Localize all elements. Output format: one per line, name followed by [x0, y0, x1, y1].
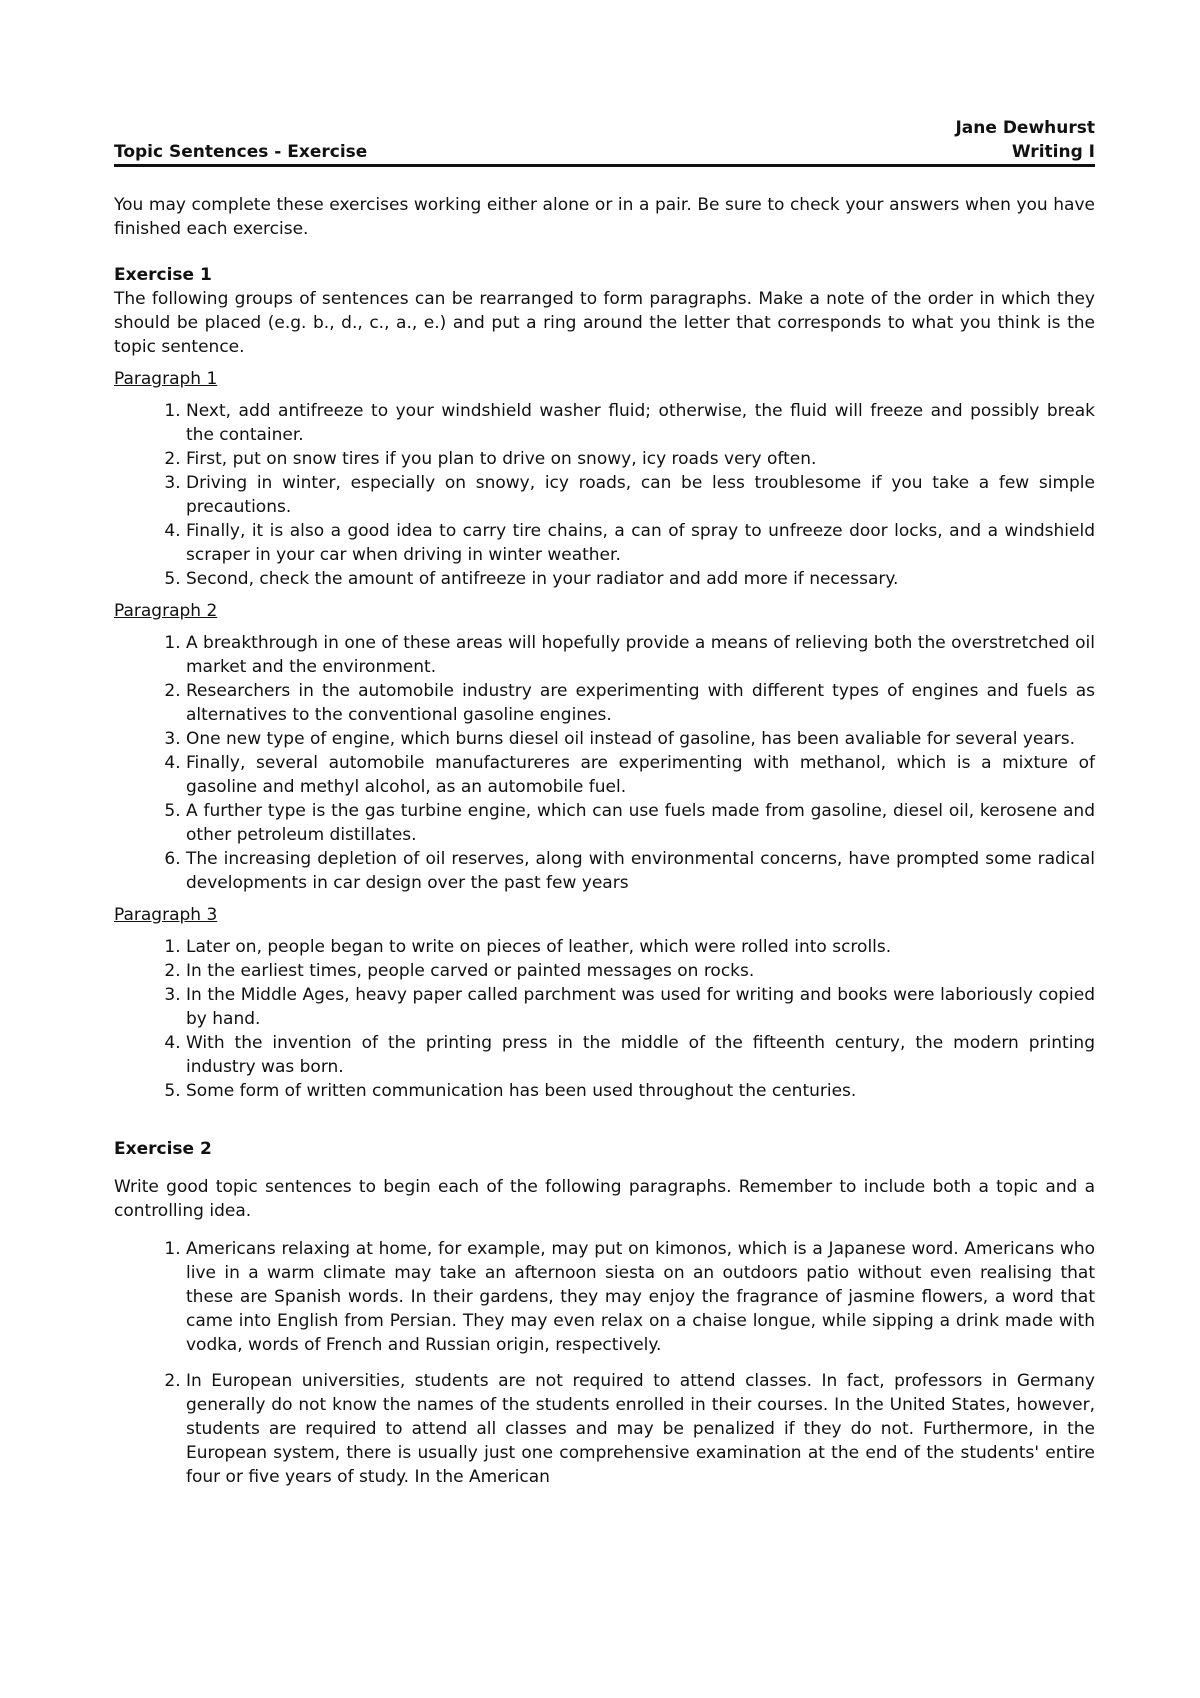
list-item: 1. Later on, people began to write on pieces of leather, which were rolled into scrolls.: [186, 935, 1095, 959]
list-item: 3. In the Middle Ages, heavy paper called parchment was used for writing and books were laboriously copied by hand.: [186, 983, 1095, 1031]
document-header: [114, 116, 1095, 167]
list-item: 2. Researchers in the automobile industry are experimenting with different types of engines and fuels as alternatives to the conventional gasoline engines.: [186, 679, 1095, 727]
exercise-2-heading: Exercise 2: [114, 1139, 212, 1159]
list-item: 5. Some form of written communication has been used throughout the centuries.: [186, 1079, 1095, 1103]
course-name: Writing I: [1011, 142, 1095, 162]
list-item: 3. One new type of engine, which burns diesel oil instead of gasoline, has been avaliable for several years.: [186, 727, 1095, 751]
exercise-2-instructions: Write good topic sentences to begin each of the following paragraphs. Remember to include both a topic and a controlling idea.: [114, 1177, 1095, 1221]
intro-paragraph: You may complete these exercises working either alone or in a pair. Be sure to check your answers when you have finished each exercise.: [114, 195, 1095, 239]
exercise-1-instructions: The following groups of sentences can be rearranged to form paragraphs. Make a note of the order in which they should be placed (e.g. b., d., c., a., e.) and put a ring around the letter that corresponds to what you think is the topic sentence.: [114, 289, 1095, 357]
list-item: 3. Driving in winter, especially on snowy, icy roads, can be less troublesome if you take a few simple precautions.: [186, 471, 1095, 519]
author-name: Jane Dewhurst: [955, 118, 1095, 138]
paragraph-3-list: [114, 935, 1095, 1103]
paragraph-3-heading: Paragraph 3: [114, 905, 218, 925]
list-item: 1. Americans relaxing at home, for example, may put on kimonos, which is a Japanese word. Americans who live in a warm climate may take an afternoon siesta on an outdoors patio without even realising that these are Spanish words. In their gardens, they may enjoy the fragrance of jasmine flowers, a word that came into English from Persian. They may even relax on a chaise longue, while sipping a drink made with vodka, words of French and Russian origin, respectively.: [186, 1237, 1095, 1357]
list-item: 4. Finally, several automobile manufactureres are experimenting with methanol, which is a mixture of gasoline and methyl alcohol, as an automobile fuel.: [186, 751, 1095, 799]
list-item: 2. In European universities, students are not required to attend classes. In fact, professors in Germany generally do not know the names of the students enrolled in their courses. In the United States, however, students are required to attend all classes and may be penalized if they do not. Furthermore, in the European system, there is usually just one comprehensive examination at the end of the students' entire four or five years of study. In the American: [186, 1369, 1095, 1489]
exercise-2-list: [114, 1237, 1095, 1489]
list-item: 6. The increasing depletion of oil reserves, along with environmental concerns, have prompted some radical developments in car design over the past few years: [186, 847, 1095, 895]
list-item: 2. First, put on snow tires if you plan to drive on snowy, icy roads very often.: [186, 447, 1095, 471]
paragraph-2-list: [114, 631, 1095, 895]
paragraph-1-list: [114, 399, 1095, 591]
paragraph-2-heading: Paragraph 2: [114, 601, 218, 621]
list-item: 1. Next, add antifreeze to your windshield washer fluid; otherwise, the fluid will freeze and possibly break the container.: [186, 399, 1095, 447]
paragraph-1-heading: Paragraph 1: [114, 369, 218, 389]
exercise-1-heading: Exercise 1: [114, 265, 212, 285]
document-title: Topic Sentences - Exercise: [114, 142, 368, 162]
list-item: 1. A breakthrough in one of these areas will hopefully provide a means of relieving both the overstretched oil market and the environment.: [186, 631, 1095, 679]
document-page: [114, 116, 1095, 1501]
list-item: 5. Second, check the amount of antifreeze in your radiator and add more if necessary.: [186, 567, 1095, 591]
list-item: 5. A further type is the gas turbine engine, which can use fuels made from gasoline, diesel oil, kerosene and other petroleum distillates.: [186, 799, 1095, 847]
list-item: 2. In the earliest times, people carved or painted messages on rocks.: [186, 959, 1095, 983]
list-item: 4. Finally, it is also a good idea to carry tire chains, a can of spray to unfreeze door locks, and a windshield scraper in your car when driving in winter weather.: [186, 519, 1095, 567]
list-item: 4. With the invention of the printing press in the middle of the fifteenth century, the modern printing industry was born.: [186, 1031, 1095, 1079]
